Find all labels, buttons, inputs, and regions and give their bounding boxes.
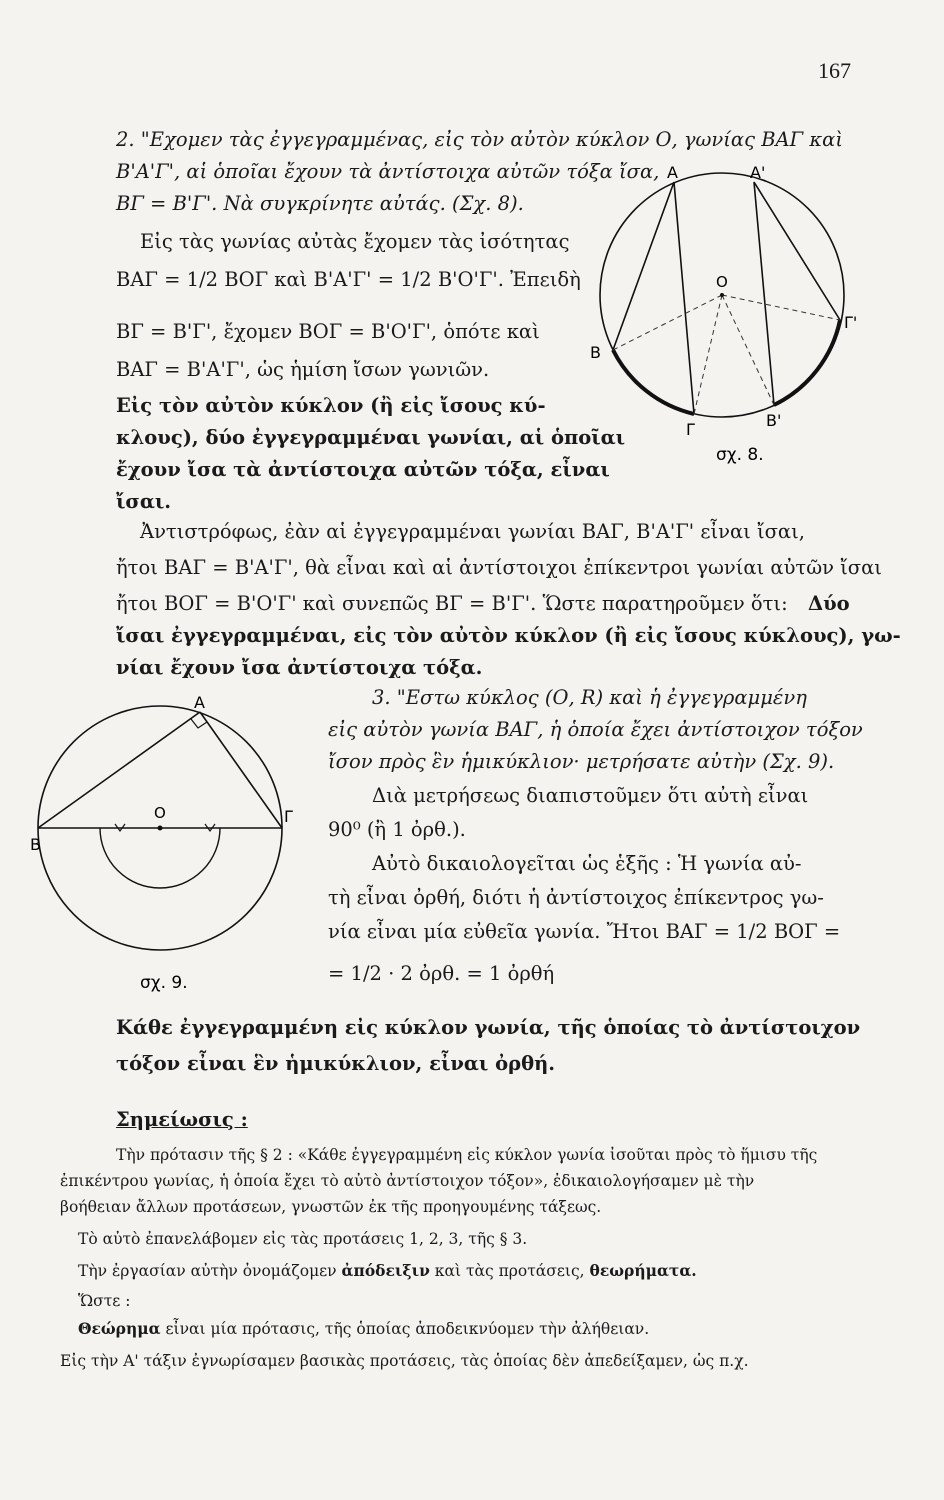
fig8-center-point	[720, 293, 724, 297]
fig9-label-a: Α	[194, 693, 205, 712]
note-line-2: ἐπικέντρου γωνίας, ἡ ὁποία ἔχει τὸ αὐτὸ ἀντίστοιχον τόξον», ἐδικαιολογήσαμεν μὲ τὴν	[60, 1172, 755, 1190]
note-heading: Σημείωσις :	[116, 1108, 248, 1131]
note-line-5-bold-2: θεωρήματα.	[589, 1261, 697, 1280]
text-line-17: 3. "Εστω κύκλος (Ο, R) καὶ ἡ ἐγγεγραμμένη	[372, 686, 807, 709]
text-line-4: Εἰς τὰς γωνίας αὐτὰς ἔχομεν τὰς ἰσότητας	[140, 230, 570, 253]
fig8-label-a: Α	[667, 163, 678, 182]
text-line-3: ΒΓ = Β'Γ'. Νὰ συγκρίνητε αὐτάς. (Σχ. 8).	[116, 192, 524, 215]
note-line-5	[78, 1262, 697, 1281]
fig9-label-g: Γ	[284, 807, 293, 826]
fig9-label-o: Ο	[154, 804, 166, 822]
fig8-caption: σχ. 8.	[716, 445, 764, 465]
fig8-label-bp: Β'	[766, 411, 782, 430]
text-line-23: τὴ εἶναι ὀρθή, διότι ἡ ἀντίστοιχος ἐπίκεντρος γω-	[328, 886, 824, 909]
figure-9	[30, 690, 320, 1000]
fig8-label-o: Ο	[716, 273, 728, 291]
note-line-4: Τὸ αὐτὸ ἐπανελάβομεν εἰς τὰς προτάσεις 1, 2, 3, τῆς § 3.	[78, 1230, 528, 1248]
note-line-7	[78, 1320, 649, 1339]
formula-line-2: ΒΓ = Β'Γ', ἔχομεν ΒΟΓ = Β'Ο'Γ', ὁπότε καὶ	[116, 320, 540, 343]
fig9-angle-arc	[100, 828, 220, 888]
fig8-line-apgp	[754, 182, 840, 320]
note-line-7-bold: Θεώρημα	[78, 1319, 161, 1338]
note-line-5-part-1: Τὴν ἐργασίαν αὐτὴν ὀνομάζομεν	[78, 1262, 337, 1280]
note-line-5-bold-1: ἀπόδειξιν	[341, 1261, 430, 1280]
text-line-21: 90⁰ (ἢ 1 ὀρθ.).	[328, 818, 466, 841]
formula-line-4: νία εἶναι μία εὐθεῖα γωνία. Ἤτοι ΒΑΓ = 1/2 ΒΟΓ =	[328, 920, 841, 943]
theorem-line-2: κλους), δύο ἐγγεγραμμέναι γωνίαι, αἱ ὁποῖαι	[116, 426, 626, 449]
formula-line-3: ΒΑΓ = Β'Α'Γ', ὡς ἡμίση ἴσων γωνιῶν.	[116, 358, 490, 381]
fig9-line-ab	[38, 712, 200, 828]
fig8-line-ab	[613, 182, 674, 350]
text-line-1: 2. "Εχομεν τὰς ἐγγεγραμμένας, εἰς τὸν αὐτὸν κύκλον Ο, γωνίας ΒΑΓ καὶ	[116, 128, 843, 151]
note-line-3: βοήθειαν ἄλλων προτάσεων, γνωστῶν ἐκ τῆς προηγουμένης τάξεως.	[60, 1198, 602, 1216]
note-line-6: Ὥστε :	[78, 1292, 131, 1310]
fig9-line-ag	[200, 712, 282, 828]
fig8-arc-bg	[613, 350, 694, 414]
fig8-label-b: Β	[590, 343, 601, 362]
text-line-2: Β'Α'Γ', αἱ ὁποῖαι ἔχουν τὰ ἀντίστοιχα αὐτῶν τόξα ἴσα,	[116, 160, 660, 183]
note-line-1: Τὴν πρότασιν τῆς § 2 : «Κάθε ἐγγεγραμμένη εἰς κύκλον γωνία ἰσοῦται πρὸς τὸ ἥμισυ τῆς	[116, 1146, 818, 1164]
fig9-label-b: Β	[30, 835, 41, 854]
fig9-caption: σχ. 9.	[140, 973, 188, 993]
text-line-20: Διὰ μετρήσεως διαπιστοῦμεν ὅτι αὐτὴ εἶναι	[372, 784, 809, 807]
page-number: 167	[818, 58, 851, 83]
fig9-center-point	[158, 826, 163, 831]
formula-line-5: = 1/2 · 2 ὀρθ. = 1 ὀρθή	[328, 962, 555, 985]
fig8-radius-ogp	[722, 295, 840, 320]
text-line-14: ἤτοι ΒΟΓ = Β'Ο'Γ' καὶ συνεπῶς ΒΓ = Β'Γ'. Ὥστε παρατηροῦμεν ὅτι:	[116, 592, 788, 615]
fig8-line-ag	[674, 182, 694, 414]
text-line-12: Ἀντιστρόφως, ἐὰν αἱ ἐγγεγραμμέναι γωνίαι ΒΑΓ, Β'Α'Γ' εἶναι ἴσαι,	[140, 520, 805, 543]
theorem-line-4: ἴσαι.	[116, 490, 172, 513]
fig8-arc-bpgp	[774, 320, 840, 405]
text-line-15: ἴσαι ἐγγεγραμμέναι, εἰς τὸν αὐτὸν κύκλον (ἢ εἰς ἴσους κύκλους), γω-	[116, 624, 901, 647]
text-line-19: ἴσον πρὸς ἓν ἡμικύκλιον· μετρήσατε αὐτὴν (Σχ. 9).	[328, 750, 835, 773]
theorem-line-3: ἔχουν ἴσα τὰ ἀντίστοιχα αὐτῶν τόξα, εἶναι	[116, 458, 610, 481]
formula-line-1: ΒΑΓ = 1/2 ΒΟΓ καὶ Β'Α'Γ' = 1/2 Β'Ο'Γ'. Ἐπειδὴ	[116, 268, 581, 291]
note-line-5-part-2: καὶ τὰς προτάσεις,	[434, 1262, 585, 1280]
text-line-16: νίαι ἔχουν ἴσα ἀντίστοιχα τόξα.	[116, 656, 483, 679]
text-line-14-bold: Δύο	[808, 592, 850, 615]
text-line-22: Αὐτὸ δικαιολογεῖται ὡς ἑξῆς : Ἡ γωνία αὐ-	[372, 852, 802, 875]
text-line-13: ἤτοι ΒΑΓ = Β'Α'Γ', θὰ εἶναι καὶ αἱ ἀντίστοιχοι ἐπίκεντροι γωνίαι αὐτῶν ἴσαι	[116, 556, 882, 579]
fig8-label-gp: Γ'	[844, 313, 858, 332]
note-line-7-text: εἶναι μία πρότασις, τῆς ὁποίας ἀποδεικνύομεν τὴν ἀλήθειαν.	[165, 1320, 650, 1338]
note-line-8: Εἰς τὴν Α' τάξιν ἐγνωρίσαμεν βασικὰς προτάσεις, τὰς ὁποίας δὲν ἀπεδείξαμεν, ὡς π.χ.	[60, 1352, 749, 1370]
conclusion-line-2: τόξον εἶναι ἓν ἡμικύκλιον, εἶναι ὀρθή.	[116, 1052, 556, 1075]
text-line-18: εἰς αὐτὸν γωνία ΒΑΓ, ἡ ὁποία ἔχει ἀντίστοιχον τόξον	[328, 718, 863, 741]
fig8-line-apbp	[754, 182, 774, 405]
theorem-line-1: Εἰς τὸν αὐτὸν κύκλον (ἢ εἰς ἴσους κύ-	[116, 394, 546, 417]
figure-8	[572, 160, 872, 470]
fig8-label-g: Γ	[686, 420, 695, 439]
fig8-label-ap: Α'	[750, 163, 766, 182]
conclusion-line-1: Κάθε ἐγγεγραμμένη εἰς κύκλον γωνία, τῆς ὁποίας τὸ ἀντίστοιχον	[116, 1016, 861, 1039]
fig8-radius-og	[694, 295, 722, 414]
fig9-right-angle-mark	[191, 719, 207, 728]
